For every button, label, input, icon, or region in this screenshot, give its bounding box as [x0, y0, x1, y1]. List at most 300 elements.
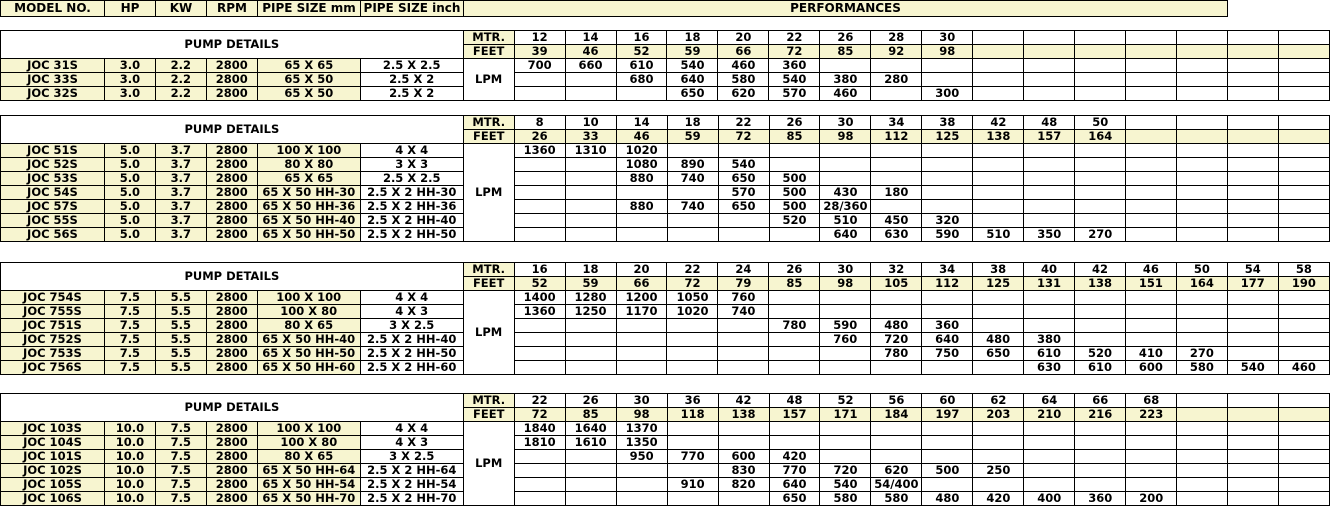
lpm-value	[871, 291, 922, 305]
pipe-mm-cell: 65 X 50 HH-30	[257, 186, 360, 200]
lpm-value	[973, 144, 1024, 158]
lpm-value	[565, 361, 616, 375]
lpm-value: 610	[616, 59, 667, 73]
lpm-value: 1360	[514, 144, 565, 158]
lpm-value: 540	[718, 158, 769, 172]
pump-row	[1, 464, 1330, 478]
lpm-value: 420	[973, 492, 1024, 506]
lpm-value: 610	[1075, 361, 1126, 375]
lpm-value	[1177, 478, 1228, 492]
hp-cell: 5.0	[104, 200, 155, 214]
mtr-value: 42	[718, 394, 769, 408]
header-hp: HP	[105, 1, 156, 17]
pipe-mm-cell: 65 X 50 HH-40	[257, 214, 360, 228]
mtr-value: 62	[973, 394, 1024, 408]
lpm-value	[1075, 422, 1126, 436]
pump-section-table	[0, 30, 1330, 101]
feet-value: 59	[667, 130, 718, 144]
model-cell: JOC 753S	[1, 347, 105, 361]
lpm-value: 540	[820, 478, 871, 492]
feet-value: 125	[922, 130, 973, 144]
lpm-value	[1024, 186, 1075, 200]
lpm-value	[1278, 422, 1329, 436]
lpm-value	[1228, 450, 1279, 464]
kw-cell: 7.5	[155, 492, 206, 506]
lpm-value	[922, 305, 973, 319]
pipe-inch-cell: 2.5 X 2	[360, 87, 463, 101]
hp-cell: 5.0	[104, 214, 155, 228]
lpm-value	[514, 214, 565, 228]
pump-details-label: PUMP DETAILS	[1, 394, 464, 422]
mtr-value: 30	[820, 263, 871, 277]
kw-cell: 7.5	[155, 450, 206, 464]
lpm-value	[1278, 200, 1329, 214]
pipe-mm-cell: 80 X 80	[257, 158, 360, 172]
lpm-value	[514, 464, 565, 478]
pipe-inch-cell: 3 X 3	[360, 158, 463, 172]
lpm-value: 540	[1227, 361, 1278, 375]
lpm-value	[1125, 333, 1176, 347]
header-table	[0, 0, 1228, 17]
mtr-row	[1, 263, 1330, 277]
lpm-value: 540	[667, 59, 718, 73]
lpm-value	[1126, 450, 1177, 464]
lpm-value	[667, 492, 718, 506]
lpm-value	[871, 87, 922, 101]
lpm-value	[1177, 464, 1228, 478]
lpm-value	[820, 291, 871, 305]
lpm-value	[1228, 478, 1279, 492]
lpm-value	[922, 450, 973, 464]
lpm-value	[1176, 305, 1227, 319]
lpm-value: 600	[718, 450, 769, 464]
lpm-value	[667, 422, 718, 436]
lpm-value	[616, 333, 667, 347]
pipe-inch-cell: 2.5 X 2 HH-50	[360, 228, 463, 242]
lpm-value	[667, 228, 718, 242]
feet-value: 190	[1278, 277, 1329, 291]
mtr-value	[1228, 394, 1279, 408]
lpm-value	[1125, 291, 1176, 305]
lpm-value	[667, 214, 718, 228]
lpm-value	[565, 186, 616, 200]
lpm-value	[1278, 450, 1329, 464]
lpm-value	[1024, 144, 1075, 158]
lpm-value	[1278, 436, 1329, 450]
lpm-value	[1228, 186, 1279, 200]
pump-row	[1, 73, 1330, 87]
pump-row	[1, 144, 1330, 158]
lpm-value	[616, 478, 667, 492]
feet-value	[1278, 45, 1329, 59]
kw-cell: 5.5	[155, 305, 206, 319]
lpm-value: 620	[718, 87, 769, 101]
hp-cell: 3.0	[104, 73, 155, 87]
lpm-value	[514, 228, 565, 242]
lpm-value	[1228, 144, 1279, 158]
feet-value: 164	[1176, 277, 1227, 291]
feet-value: 26	[514, 130, 565, 144]
lpm-value: 760	[820, 333, 871, 347]
lpm-value	[667, 144, 718, 158]
pump-row	[1, 87, 1330, 101]
lpm-value	[1126, 214, 1177, 228]
lpm-value	[1227, 333, 1278, 347]
pump-row	[1, 333, 1330, 347]
pump-row	[1, 158, 1330, 172]
kw-cell: 3.7	[155, 228, 206, 242]
feet-value: 105	[871, 277, 922, 291]
mtr-value: 66	[1075, 394, 1126, 408]
lpm-value	[871, 158, 922, 172]
feet-value: 79	[718, 277, 769, 291]
feet-label: FEET	[463, 277, 514, 291]
lpm-value	[1126, 144, 1177, 158]
lpm-value: 1170	[616, 305, 667, 319]
mtr-value: 40	[1024, 263, 1075, 277]
pipe-mm-cell: 100 X 100	[257, 291, 360, 305]
mtr-value: 64	[1024, 394, 1075, 408]
pipe-mm-cell: 65 X 50 HH-60	[257, 361, 360, 375]
lpm-value: 580	[1176, 361, 1227, 375]
feet-value	[1075, 45, 1126, 59]
lpm-value: 570	[718, 186, 769, 200]
lpm-value	[973, 186, 1024, 200]
lpm-value	[769, 347, 820, 361]
lpm-value	[1177, 228, 1228, 242]
lpm-value	[616, 87, 667, 101]
lpm-value	[1075, 158, 1126, 172]
lpm-value	[769, 436, 820, 450]
lpm-value: 1810	[514, 436, 565, 450]
lpm-value: 510	[973, 228, 1024, 242]
lpm-value	[565, 450, 616, 464]
lpm-value: 580	[718, 73, 769, 87]
lpm-value	[1126, 186, 1177, 200]
mtr-value	[1177, 394, 1228, 408]
mtr-value: 26	[769, 116, 820, 130]
mtr-value: 20	[616, 263, 667, 277]
pipe-inch-cell: 4 X 3	[360, 436, 463, 450]
lpm-value	[1278, 305, 1329, 319]
pipe-mm-cell: 65 X 50 HH-54	[257, 478, 360, 492]
kw-cell: 5.5	[155, 347, 206, 361]
pump-row	[1, 214, 1330, 228]
lpm-value: 480	[922, 492, 973, 506]
lpm-value	[973, 478, 1024, 492]
lpm-value	[1024, 291, 1075, 305]
lpm-value	[1227, 347, 1278, 361]
feet-value: 151	[1125, 277, 1176, 291]
lpm-value: 270	[1176, 347, 1227, 361]
lpm-value: 360	[922, 319, 973, 333]
pipe-mm-cell: 65 X 50 HH-36	[257, 200, 360, 214]
mtr-value: 14	[565, 31, 616, 45]
lpm-value	[1278, 158, 1329, 172]
lpm-value: 700	[514, 59, 565, 73]
feet-value: 223	[1126, 408, 1177, 422]
lpm-value	[769, 361, 820, 375]
mtr-value: 26	[769, 263, 820, 277]
lpm-value: 270	[1075, 228, 1126, 242]
pipe-inch-cell: 4 X 4	[360, 422, 463, 436]
rpm-cell: 2800	[206, 144, 257, 158]
lpm-value	[1075, 464, 1126, 478]
hp-cell: 3.0	[104, 59, 155, 73]
lpm-value	[820, 59, 871, 73]
lpm-value	[1278, 59, 1329, 73]
lpm-value	[1024, 87, 1075, 101]
pipe-inch-cell: 3 X 2.5	[360, 319, 463, 333]
lpm-value: 500	[769, 200, 820, 214]
pipe-inch-cell: 2.5 X 2.5	[360, 59, 463, 73]
lpm-value	[1176, 319, 1227, 333]
feet-value: 92	[871, 45, 922, 59]
lpm-value: 410	[1125, 347, 1176, 361]
lpm-value	[1075, 450, 1126, 464]
hp-cell: 10.0	[104, 478, 155, 492]
lpm-value	[1024, 214, 1075, 228]
pump-row	[1, 436, 1330, 450]
lpm-value	[922, 73, 973, 87]
pump-row	[1, 305, 1330, 319]
lpm-value	[871, 450, 922, 464]
lpm-value	[1278, 186, 1329, 200]
lpm-value	[1024, 464, 1075, 478]
feet-value: 85	[769, 277, 820, 291]
lpm-value: 640	[769, 478, 820, 492]
feet-label: FEET	[463, 130, 514, 144]
pipe-inch-cell: 2.5 X 2 HH-30	[360, 186, 463, 200]
lpm-value	[616, 214, 667, 228]
hp-cell: 10.0	[104, 492, 155, 506]
lpm-value: 1080	[616, 158, 667, 172]
lpm-value	[1177, 186, 1228, 200]
mtr-value	[1177, 116, 1228, 130]
lpm-value: 640	[922, 333, 973, 347]
lpm-value	[1126, 436, 1177, 450]
lpm-value	[565, 172, 616, 186]
pump-row	[1, 347, 1330, 361]
lpm-value	[1126, 158, 1177, 172]
lpm-value	[769, 333, 820, 347]
lpm-value: 740	[667, 172, 718, 186]
kw-cell: 3.7	[155, 200, 206, 214]
lpm-value: 28/360	[820, 200, 871, 214]
pipe-inch-cell: 2.5 X 2 HH-40	[360, 214, 463, 228]
lpm-value	[1177, 158, 1228, 172]
pump-row	[1, 450, 1330, 464]
feet-value: 52	[616, 45, 667, 59]
kw-cell: 7.5	[155, 422, 206, 436]
lpm-value: 780	[871, 347, 922, 361]
pipe-mm-cell: 65 X 50 HH-50	[257, 347, 360, 361]
lpm-value: 610	[1024, 347, 1075, 361]
lpm-value	[667, 333, 718, 347]
lpm-value: 500	[769, 172, 820, 186]
model-cell: JOC 56S	[1, 228, 105, 242]
pipe-inch-cell: 4 X 4	[360, 291, 463, 305]
model-cell: JOC 106S	[1, 492, 105, 506]
lpm-value: 880	[616, 200, 667, 214]
model-cell: JOC 103S	[1, 422, 105, 436]
hp-cell: 7.5	[104, 291, 155, 305]
rpm-cell: 2800	[206, 59, 257, 73]
feet-value: 203	[973, 408, 1024, 422]
lpm-value	[871, 305, 922, 319]
lpm-value	[1177, 200, 1228, 214]
lpm-value	[1228, 436, 1279, 450]
lpm-value: 1640	[565, 422, 616, 436]
feet-value: 72	[769, 45, 820, 59]
feet-value: 85	[565, 408, 616, 422]
pipe-mm-cell: 100 X 100	[257, 144, 360, 158]
lpm-value	[1024, 59, 1075, 73]
feet-value: 125	[973, 277, 1024, 291]
lpm-value: 180	[871, 186, 922, 200]
lpm-value: 1020	[667, 305, 718, 319]
rpm-cell: 2800	[206, 347, 257, 361]
mtr-value: 8	[514, 116, 565, 130]
model-cell: JOC 105S	[1, 478, 105, 492]
lpm-value	[1075, 436, 1126, 450]
feet-value	[1278, 408, 1329, 422]
lpm-value: 590	[922, 228, 973, 242]
lpm-value: 830	[718, 464, 769, 478]
lpm-value	[769, 422, 820, 436]
lpm-value	[1125, 319, 1176, 333]
feet-label: FEET	[463, 45, 514, 59]
feet-value: 131	[1024, 277, 1075, 291]
lpm-value: 460	[820, 87, 871, 101]
rpm-cell: 2800	[206, 478, 257, 492]
hp-cell: 5.0	[104, 228, 155, 242]
lpm-value: 360	[1075, 492, 1126, 506]
rpm-cell: 2800	[206, 200, 257, 214]
lpm-value	[514, 200, 565, 214]
lpm-value	[565, 319, 616, 333]
pump-row	[1, 200, 1330, 214]
feet-value: 210	[1024, 408, 1075, 422]
feet-value	[1228, 130, 1279, 144]
pipe-mm-cell: 65 X 65	[257, 172, 360, 186]
feet-value: 164	[1075, 130, 1126, 144]
lpm-value	[1176, 291, 1227, 305]
lpm-value: 950	[616, 450, 667, 464]
model-cell: JOC 55S	[1, 214, 105, 228]
lpm-value	[1126, 422, 1177, 436]
lpm-value	[565, 158, 616, 172]
lpm-value	[973, 214, 1024, 228]
lpm-value	[973, 73, 1024, 87]
lpm-value	[820, 172, 871, 186]
pipe-mm-cell: 65 X 50 HH-64	[257, 464, 360, 478]
mtr-value: 26	[565, 394, 616, 408]
mtr-value: 36	[667, 394, 718, 408]
feet-value: 98	[922, 45, 973, 59]
lpm-value: 770	[769, 464, 820, 478]
lpm-value: 650	[973, 347, 1024, 361]
mtr-value: 18	[667, 116, 718, 130]
feet-value: 66	[616, 277, 667, 291]
model-cell: JOC 33S	[1, 73, 105, 87]
lpm-label: LPM	[463, 59, 514, 101]
mtr-value: 14	[616, 116, 667, 130]
model-cell: JOC 32S	[1, 87, 105, 101]
lpm-value	[565, 214, 616, 228]
mtr-value: 34	[871, 116, 922, 130]
rpm-cell: 2800	[206, 158, 257, 172]
lpm-value: 600	[1125, 361, 1176, 375]
hp-cell: 10.0	[104, 464, 155, 478]
lpm-value	[1075, 214, 1126, 228]
lpm-value	[1278, 291, 1329, 305]
feet-value	[1176, 45, 1227, 59]
lpm-value	[616, 186, 667, 200]
mtr-label: MTR.	[463, 263, 514, 277]
rpm-cell: 2800	[206, 464, 257, 478]
hp-cell: 5.0	[104, 158, 155, 172]
kw-cell: 5.5	[155, 361, 206, 375]
lpm-value: 320	[922, 214, 973, 228]
pipe-mm-cell: 65 X 50	[257, 73, 360, 87]
lpm-value	[565, 228, 616, 242]
lpm-value	[1177, 422, 1228, 436]
mtr-value	[973, 31, 1024, 45]
feet-value: 98	[820, 277, 871, 291]
feet-value: 52	[514, 277, 565, 291]
lpm-value: 450	[871, 214, 922, 228]
lpm-value: 1020	[616, 144, 667, 158]
lpm-value: 1360	[514, 305, 565, 319]
lpm-value: 1050	[667, 291, 718, 305]
lpm-value	[820, 347, 871, 361]
lpm-value	[1024, 200, 1075, 214]
lpm-value	[1126, 59, 1177, 73]
mtr-value: 18	[667, 31, 718, 45]
mtr-value: 68	[1126, 394, 1177, 408]
rpm-cell: 2800	[206, 450, 257, 464]
lpm-value	[922, 291, 973, 305]
model-cell: JOC 52S	[1, 158, 105, 172]
mtr-value: 38	[973, 263, 1024, 277]
mtr-value: 60	[922, 394, 973, 408]
kw-cell: 7.5	[155, 436, 206, 450]
model-cell: JOC 754S	[1, 291, 105, 305]
mtr-value: 12	[514, 31, 565, 45]
kw-cell: 2.2	[155, 59, 206, 73]
lpm-value	[1024, 422, 1075, 436]
lpm-value: 380	[820, 73, 871, 87]
feet-value: 138	[718, 408, 769, 422]
hp-cell: 7.5	[104, 347, 155, 361]
feet-value	[1278, 130, 1329, 144]
hp-cell: 7.5	[104, 361, 155, 375]
lpm-value	[514, 158, 565, 172]
rpm-cell: 2800	[206, 73, 257, 87]
feet-value: 184	[871, 408, 922, 422]
hp-cell: 7.5	[104, 333, 155, 347]
model-cell: JOC 755S	[1, 305, 105, 319]
feet-value	[1228, 408, 1279, 422]
lpm-value	[1024, 73, 1075, 87]
lpm-value: 720	[871, 333, 922, 347]
kw-cell: 3.7	[155, 214, 206, 228]
kw-cell: 5.5	[155, 333, 206, 347]
lpm-value	[1075, 186, 1126, 200]
lpm-value	[1177, 450, 1228, 464]
lpm-value	[820, 158, 871, 172]
